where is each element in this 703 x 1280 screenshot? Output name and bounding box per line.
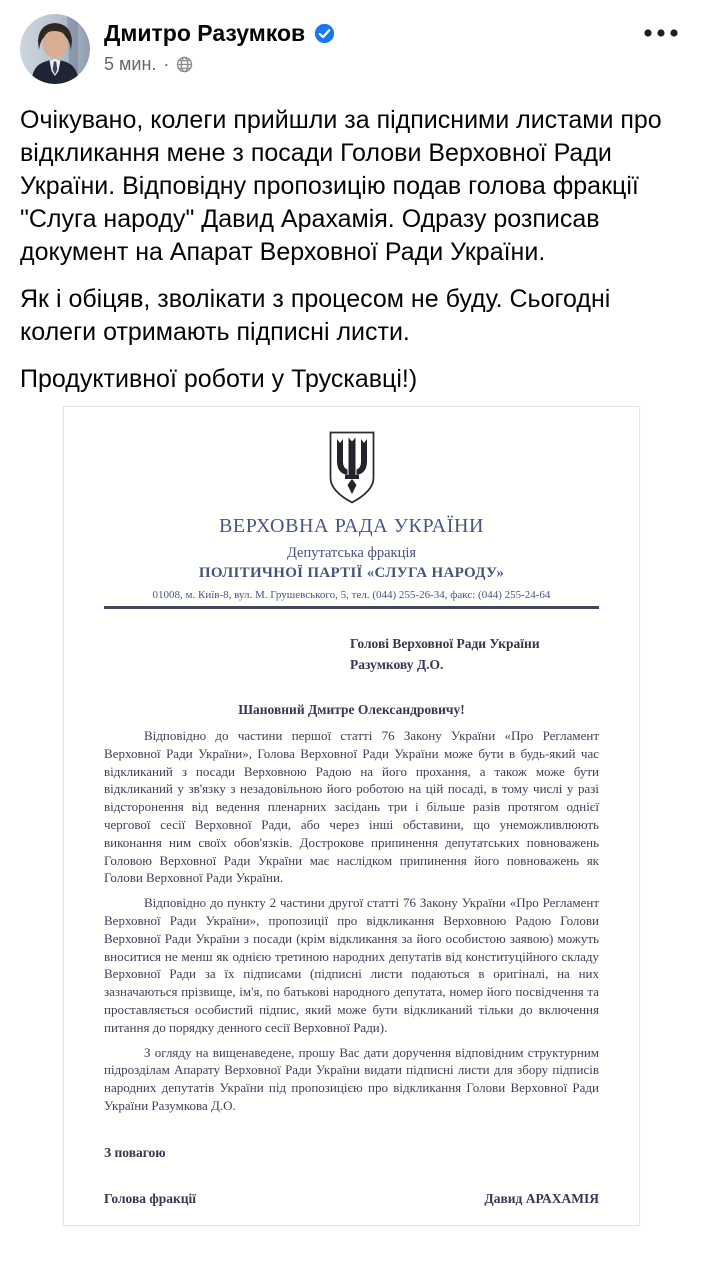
letter-closing: З повагою bbox=[104, 1144, 166, 1160]
letter-salutation: Шановний Дмитре Олександровичу! bbox=[238, 702, 465, 717]
timestamp[interactable]: 5 мин. bbox=[104, 54, 157, 74]
avatar[interactable] bbox=[20, 14, 90, 84]
letterhead-faction-line1: Депутатська фракція bbox=[286, 545, 417, 561]
post-text bbox=[0, 84, 703, 396]
addressee-line2: Разумкову Д.О. bbox=[350, 657, 444, 672]
ellipsis-icon bbox=[643, 28, 679, 38]
post-header-text bbox=[104, 14, 637, 74]
letterhead-org-name: ВЕРХОВНА РАДА УКРАЇНИ bbox=[218, 515, 485, 537]
author-name[interactable]: Дмитро Разумков bbox=[104, 20, 306, 46]
letter-paragraph-3: З огляду на вищенаведене, прошу Вас дати доручення відповідним структурним підрозділам Апарату Верховної Ради України видати підписні листи для збору підписів народних депутатів України під пропозицією про відкликання Голови Верховної Ради України Разумкова Д.О. bbox=[104, 1044, 599, 1113]
signature-title: Голова фракції bbox=[104, 1190, 197, 1206]
globe-privacy-icon bbox=[176, 56, 193, 73]
verified-badge-icon bbox=[314, 23, 335, 44]
letter-paragraph-2: Відповідно до пункту 2 частини другої статті 76 Закону України «Про Регламент Верховної Ради України», пропозиції про відкликання Верховною Радою Голови Верховної Ради України з посади (крім відкликання за його особистою заявою) можуть вноситися не менш як однією третиною народних депутатів від конституційного складу Верховної Ради за їх підписами (підписні листи подаються в оригіналі, на них зазначаються прізвище, ім'я, по батькові народного депутата, номер його посвідчення та проставляється особистий підпис, який може бути відкликаний тільки до включення питання до порядку денного сесії Верховної Ради). bbox=[104, 895, 599, 1035]
post-header bbox=[0, 0, 703, 84]
addressee-line1: Голові Верховної Ради України bbox=[350, 636, 540, 651]
post-meta bbox=[104, 54, 637, 74]
letter-addressee bbox=[350, 633, 599, 675]
letterhead-divider bbox=[104, 606, 599, 609]
meta-separator: · bbox=[163, 54, 170, 74]
letterhead-faction-line2: ПОЛІТИЧНОЇ ПАРТІЇ «СЛУГА НАРОДУ» bbox=[198, 565, 505, 581]
letter-paragraph-1: Відповідно до частини першої статті 76 Закону України «Про Регламент Верховної Ради України», Голова Верховної Ради України може бути в будь-який час відкликаний з посади Верховною Радою на його прохання, а також може бути відкликаний у зв'язку з незадовільною його роботою на цій посаді, в тому числі у разі відсторонення від ведення пленарних засідань три і більше разів протягом однієї чергової сесії Верховної Ради, або через інші обставини, що унеможливлюють виконання ним своїх обов'язків. Дострокове припинення депутатських повноважень Головою Верховної Ради України має наслідком припинення його повноважень як Голови Верховної Ради України. bbox=[104, 728, 599, 886]
post-paragraph-1: Очікувано, колеги прийшли за підписними листами про відкликання мене з посади Голови Верховної Ради України. Відповідну пропозицію подав голова фракції "Слуга народу" Давид Арахамія. Одразу розписав документ на Апарат Верховної Ради України. bbox=[20, 106, 662, 266]
letter-signature-row bbox=[104, 1191, 599, 1207]
avatar-photo bbox=[20, 14, 90, 84]
attached-document-image[interactable] bbox=[63, 406, 640, 1226]
letterhead-address: 01008, м. Київ-8, вул. М. Грушевського, 5, тел. (044) 255-26-34, факс: (044) 255-24-64 bbox=[152, 589, 551, 601]
post-paragraph-2: Як і обіцяв, зволікати з процесом не буду. Сьогодні колеги отримають підписні листи. bbox=[20, 285, 611, 346]
signature-name: Давид АРАХАМІЯ bbox=[484, 1190, 599, 1206]
post-paragraph-3: Продуктивної роботи у Трускавці!) bbox=[20, 365, 418, 393]
author-name-row bbox=[104, 19, 637, 47]
more-options-button[interactable] bbox=[637, 14, 685, 52]
ukraine-trident-emblem-icon bbox=[327, 431, 377, 504]
